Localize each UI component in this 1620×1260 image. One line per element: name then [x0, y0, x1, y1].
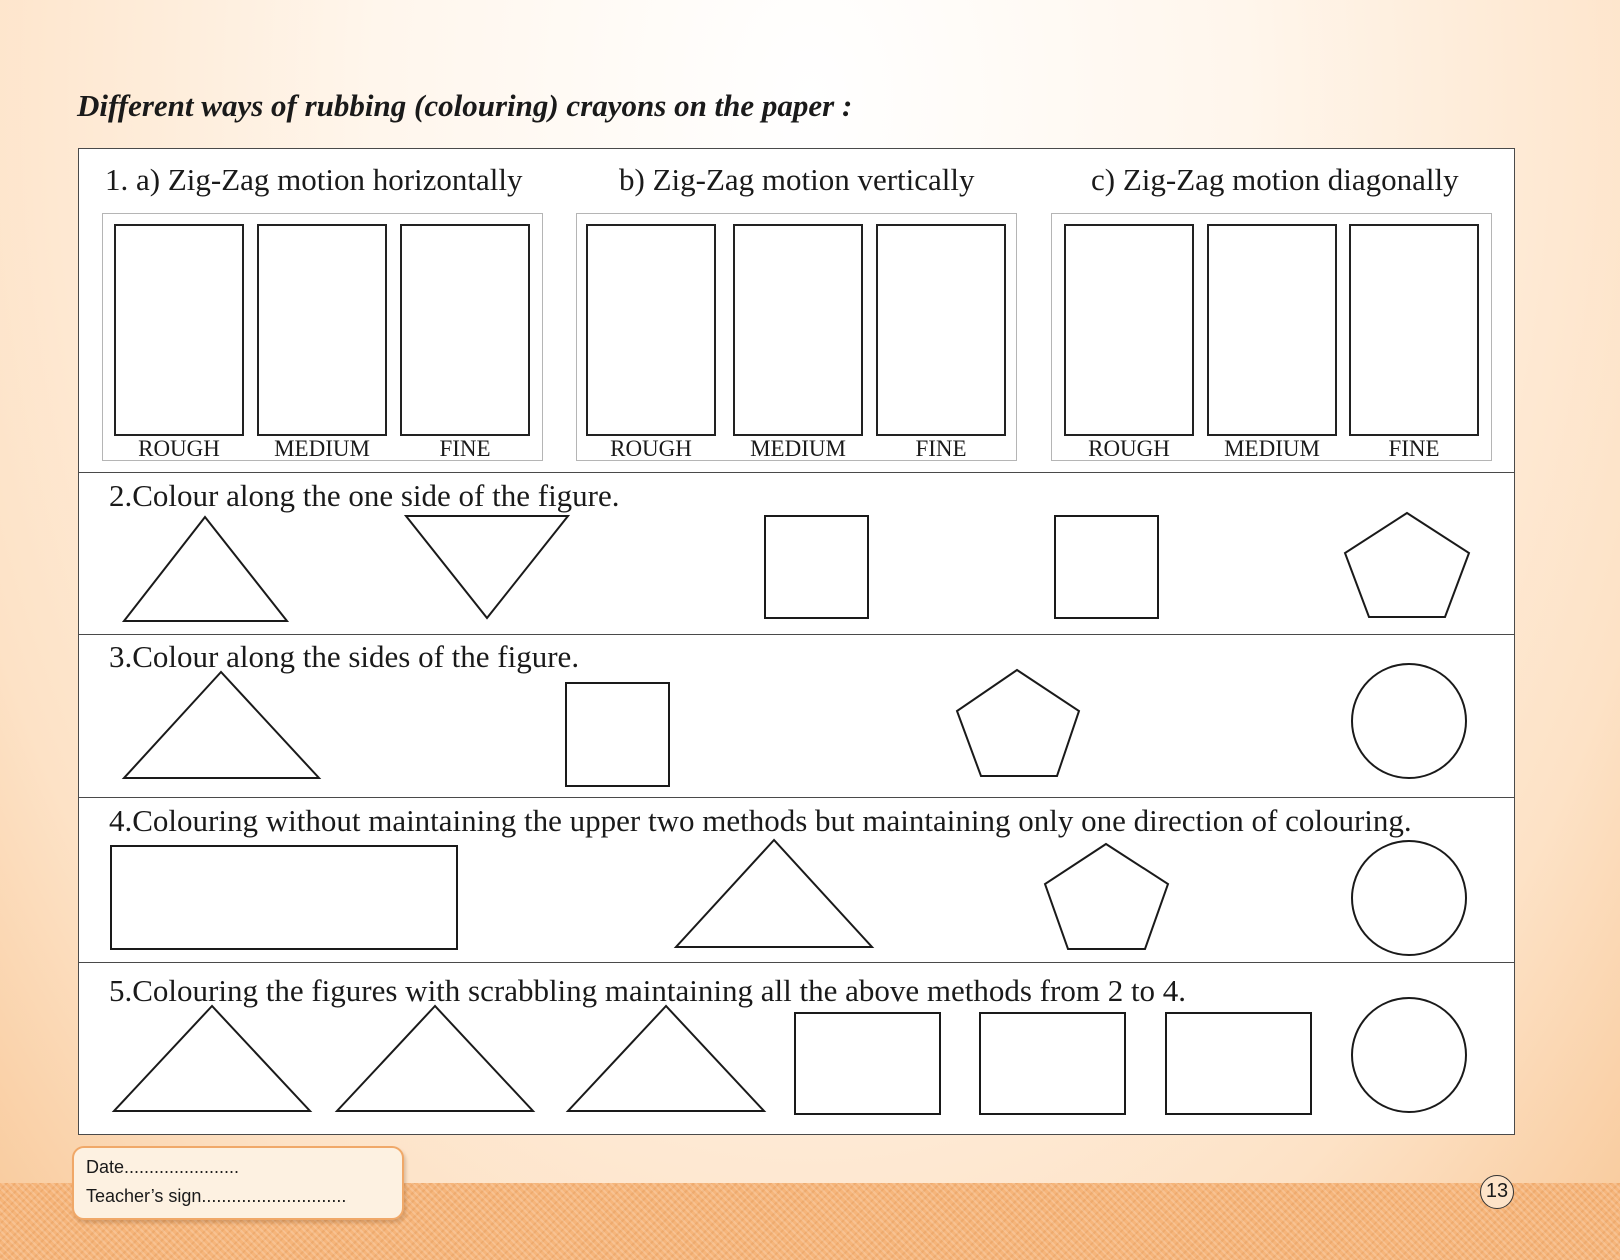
rectangle-shape[interactable] [980, 1013, 1125, 1114]
square-shape[interactable] [1055, 516, 1158, 618]
section-3-title: 3.Colour along the sides of the figure. [109, 639, 580, 674]
circle-shape[interactable] [1352, 664, 1466, 778]
fine-label: FINE [915, 436, 967, 461]
zigzag-vertical-heading: b) Zig-Zag motion vertically [619, 162, 975, 197]
date-field[interactable]: Date....................... [86, 1157, 240, 1177]
zigzag-diagonal-group [1051, 213, 1492, 461]
page-title: Different ways of rubbing (colouring) crayons on the paper : [77, 88, 853, 123]
inverted-triangle-shape[interactable] [406, 516, 568, 618]
triangle-shape[interactable] [568, 1006, 764, 1111]
section-zigzag [79, 149, 1514, 472]
pentagon-shape[interactable] [957, 670, 1079, 776]
circle-shape[interactable] [1352, 841, 1466, 955]
colour-box-fine[interactable] [400, 224, 530, 436]
triangle-shape[interactable] [114, 1006, 310, 1111]
medium-label: MEDIUM [1224, 436, 1320, 461]
colour-box-rough[interactable] [1064, 224, 1194, 436]
medium-label: MEDIUM [750, 436, 846, 461]
section-3-shapes [79, 635, 1516, 798]
triangle-shape[interactable] [676, 840, 872, 947]
teacher-note-card [72, 1146, 404, 1220]
teacher-sign-field[interactable]: Teacher’s sign............................. [86, 1186, 347, 1206]
fine-label: FINE [1388, 436, 1440, 461]
colour-box-medium[interactable] [257, 224, 387, 436]
section-5-title: 5.Colouring the figures with scrabbling maintaining all the above methods from 2 to 4. [109, 973, 1187, 1008]
colour-box-fine[interactable] [876, 224, 1006, 436]
rectangle-shape[interactable] [1166, 1013, 1311, 1114]
triangle-shape[interactable] [124, 672, 319, 778]
page-number: 13 [1480, 1175, 1514, 1209]
triangle-shape[interactable] [337, 1006, 533, 1111]
rough-label: ROUGH [138, 436, 220, 461]
zigzag-horizontal-group [102, 213, 543, 461]
colour-box-rough[interactable] [114, 224, 244, 436]
section-4-title: 4.Colouring without maintaining the upper two methods but maintaining only one direction of colouring. [109, 803, 1412, 838]
zigzag-diagonal-heading: c) Zig-Zag motion diagonally [1091, 162, 1459, 197]
rough-label: ROUGH [610, 436, 692, 461]
pentagon-shape[interactable] [1345, 513, 1469, 617]
section-one-direction [79, 797, 1514, 962]
fine-label: FINE [439, 436, 491, 461]
medium-label: MEDIUM [274, 436, 370, 461]
colour-box-rough[interactable] [586, 224, 716, 436]
rectangle-shape[interactable] [795, 1013, 940, 1114]
pentagon-shape[interactable] [1045, 844, 1168, 949]
triangle-shape[interactable] [124, 517, 287, 621]
rough-label: ROUGH [1088, 436, 1170, 461]
section-5-shapes [79, 963, 1516, 1137]
colour-box-fine[interactable] [1349, 224, 1479, 436]
zigzag-horizontal-heading: 1. a) Zig-Zag motion horizontally [105, 162, 523, 197]
colour-box-medium[interactable] [1207, 224, 1337, 436]
colour-box-medium[interactable] [733, 224, 863, 436]
square-shape[interactable] [765, 516, 868, 618]
section-2-shapes [79, 473, 1516, 635]
square-shape[interactable] [566, 683, 669, 786]
section-scribbling [79, 962, 1514, 1136]
section-4-shapes [79, 798, 1516, 963]
section-2-title: 2.Colour along the one side of the figure. [109, 478, 620, 513]
circle-shape[interactable] [1352, 998, 1466, 1112]
exercise-box [78, 148, 1515, 1135]
section-sides [79, 634, 1514, 797]
zigzag-vertical-group [576, 213, 1017, 461]
section-one-side [79, 472, 1514, 634]
rectangle-shape[interactable] [111, 846, 457, 949]
